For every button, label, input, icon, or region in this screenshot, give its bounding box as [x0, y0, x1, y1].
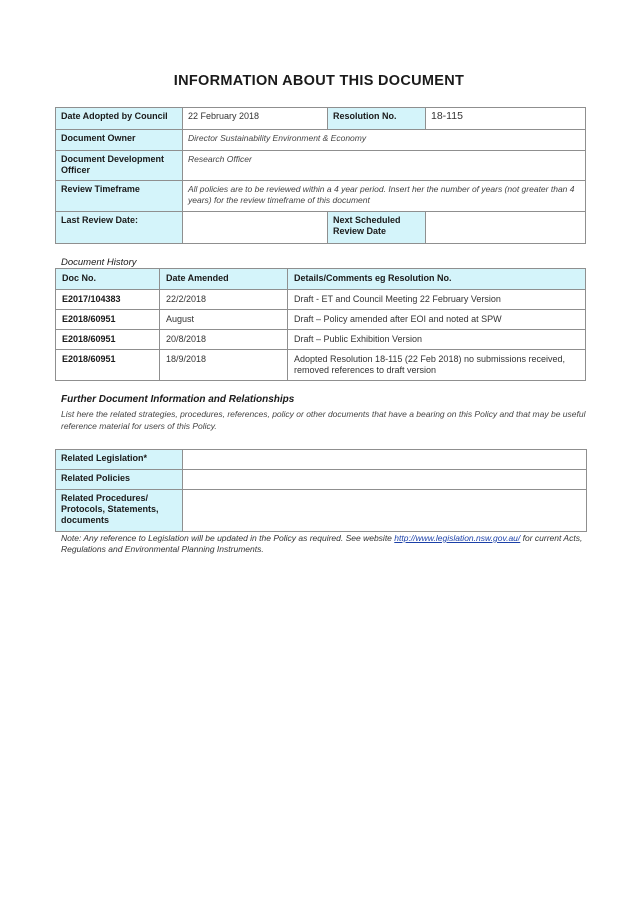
- history-details: Draft – Public Exhibition Version: [288, 330, 586, 350]
- dev-officer-label: Document Development Officer: [56, 151, 183, 181]
- document-history-table: [55, 268, 586, 381]
- next-review-value: [426, 212, 586, 244]
- resolution-label: Resolution No.: [328, 108, 426, 130]
- dev-officer-value: Research Officer: [183, 151, 586, 181]
- last-review-value: [183, 212, 328, 244]
- further-info-description: List here the related strategies, procedures, references, policy or other documents that have a bearing on this Policy and that may be useful reference material for users of this Policy.: [61, 409, 586, 431]
- document-info-table: [55, 107, 586, 244]
- history-doc-no: E2018/60951: [56, 330, 160, 350]
- table-row: [56, 290, 586, 310]
- history-doc-no: E2018/60951: [56, 310, 160, 330]
- last-review-label: Last Review Date:: [56, 212, 183, 244]
- table-row: [56, 350, 586, 381]
- review-timeframe-value: All policies are to be reviewed within a 4 year period. Insert her the number of years (not greater than 4 years) for the review timeframe of this document: [183, 181, 586, 212]
- further-info-title: Further Document Information and Relationships: [61, 394, 295, 405]
- history-details: Draft – Policy amended after EOI and noted at SPW: [288, 310, 586, 330]
- history-details: Draft - ET and Council Meeting 22 February Version: [288, 290, 586, 310]
- table-row: [56, 330, 586, 350]
- next-review-label: Next Scheduled Review Date: [328, 212, 426, 244]
- related-legislation-label: Related Legislation*: [56, 450, 183, 470]
- history-doc-no: E2017/104383: [56, 290, 160, 310]
- history-doc-no: E2018/60951: [56, 350, 160, 381]
- related-documents-table: [55, 449, 587, 532]
- date-adopted-value: 22 February 2018: [183, 108, 328, 130]
- resolution-value: 18-115: [426, 108, 586, 130]
- review-timeframe-label: Review Timeframe: [56, 181, 183, 212]
- history-details: Adopted Resolution 18-115 (22 Feb 2018) no submissions received, removed references to draft version: [288, 350, 586, 381]
- note-text-before: Note: Any reference to Legislation will be updated in the Policy as required. See website: [61, 533, 395, 543]
- legislation-link[interactable]: http://www.legislation.nsw.gov.au/: [394, 533, 521, 543]
- history-date: August: [160, 310, 288, 330]
- date-adopted-label: Date Adopted by Council: [56, 108, 183, 130]
- history-date: 18/9/2018: [160, 350, 288, 381]
- page-title: INFORMATION ABOUT THIS DOCUMENT: [173, 73, 465, 89]
- history-date: 20/8/2018: [160, 330, 288, 350]
- related-policies-label: Related Policies: [56, 470, 183, 490]
- related-procedures-value: [183, 490, 587, 532]
- note-text-after: for current Acts, Regulations and Environmental Planning Instruments.: [61, 533, 583, 554]
- related-policies-value: [183, 470, 587, 490]
- table-row: [56, 310, 586, 330]
- legislation-note: [61, 533, 591, 555]
- history-label: Document History: [61, 257, 137, 268]
- related-legislation-value: [183, 450, 587, 470]
- history-header-doc: Doc No.: [56, 269, 160, 290]
- related-procedures-label: Related Procedures/ Protocols, Statements, documents: [56, 490, 183, 532]
- history-date: 22/2/2018: [160, 290, 288, 310]
- history-header-date: Date Amended: [160, 269, 288, 290]
- owner-value: Director Sustainability Environment & Economy: [183, 130, 586, 151]
- owner-label: Document Owner: [56, 130, 183, 151]
- history-header-details: Details/Comments eg Resolution No.: [288, 269, 586, 290]
